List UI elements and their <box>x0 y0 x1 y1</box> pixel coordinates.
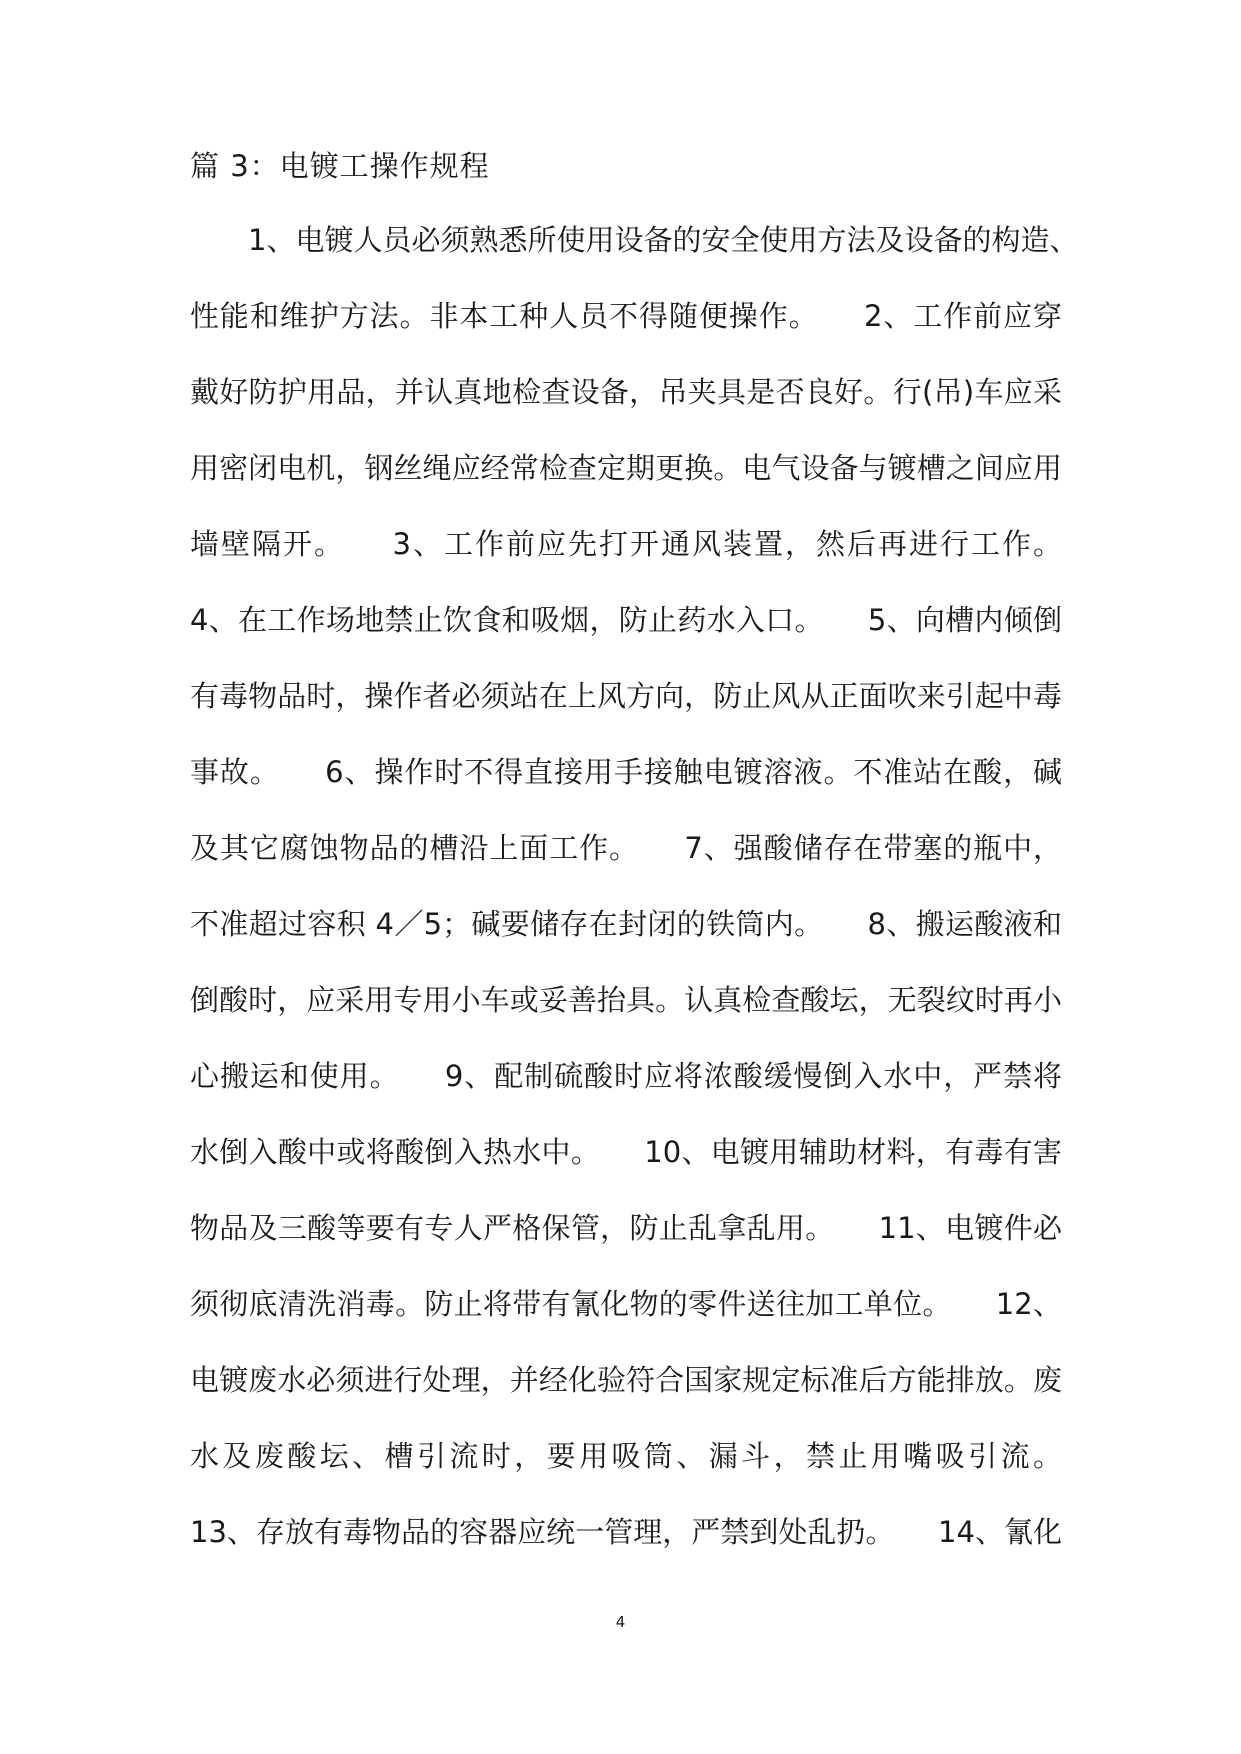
text-line: 不准超过容积 4／5；碱要储存在封闭的铁筒内。 8、搬运酸液和 <box>190 907 1062 941</box>
text-line: 水及废酸坛、槽引流时，要用吸筒、漏斗，禁止用嘴吸引流。 <box>190 1439 1062 1473</box>
page-number: 4 <box>615 1613 626 1631</box>
text-line: 戴好防护用品，并认真地检查设备，吊夹具是否良好。行(吊)车应采 <box>190 375 1062 409</box>
text-line: 须彻底清洗消毒。防止将带有氰化物的零件送往加工单位。 12、 <box>190 1287 1062 1321</box>
text-line: 心搬运和使用。 9、配制硫酸时应将浓酸缓慢倒入水中，严禁将 <box>190 1059 1062 1093</box>
section-heading: 篇 3：电镀工操作规程 <box>190 149 490 183</box>
text-line: 水倒入酸中或将酸倒入热水中。 10、电镀用辅助材料，有毒有害 <box>190 1135 1062 1169</box>
text-line: 事故。 6、操作时不得直接用手接触电镀溶液。不准站在酸，碱 <box>190 755 1062 789</box>
text-line: 墙壁隔开。 3、工作前应先打开通风装置，然后再进行工作。 <box>190 527 1062 561</box>
text-line: 用密闭电机，钢丝绳应经常检查定期更换。电气设备与镀槽之间应用 <box>190 451 1062 485</box>
text-line: 电镀废水必须进行处理，并经化验符合国家规定标准后方能排放。废 <box>190 1363 1062 1397</box>
text-line: 4、在工作场地禁止饮食和吸烟，防止药水入口。 5、向槽内倾倒 <box>190 603 1062 637</box>
text-line: 物品及三酸等要有专人严格保管，防止乱拿乱用。 11、电镀件必 <box>190 1211 1062 1245</box>
text-line: 倒酸时，应采用专用小车或妥善抬具。认真检查酸坛，无裂纹时再小 <box>190 983 1062 1017</box>
text-line: 1、电镀人员必须熟悉所使用设备的安全使用方法及设备的构造、 <box>248 223 1079 257</box>
text-line: 及其它腐蚀物品的槽沿上面工作。 7、强酸储存在带塞的瓶中， <box>190 831 1062 865</box>
text-line: 性能和维护方法。非本工种人员不得随便操作。 2、工作前应穿 <box>190 299 1062 333</box>
text-line: 13、存放有毒物品的容器应统一管理，严禁到处乱扔。 14、氰化 <box>190 1515 1062 1549</box>
body-text <box>190 222 1079 1590</box>
text-line: 有毒物品时，操作者必须站在上风方向，防止风从正面吹来引起中毒 <box>190 679 1062 713</box>
